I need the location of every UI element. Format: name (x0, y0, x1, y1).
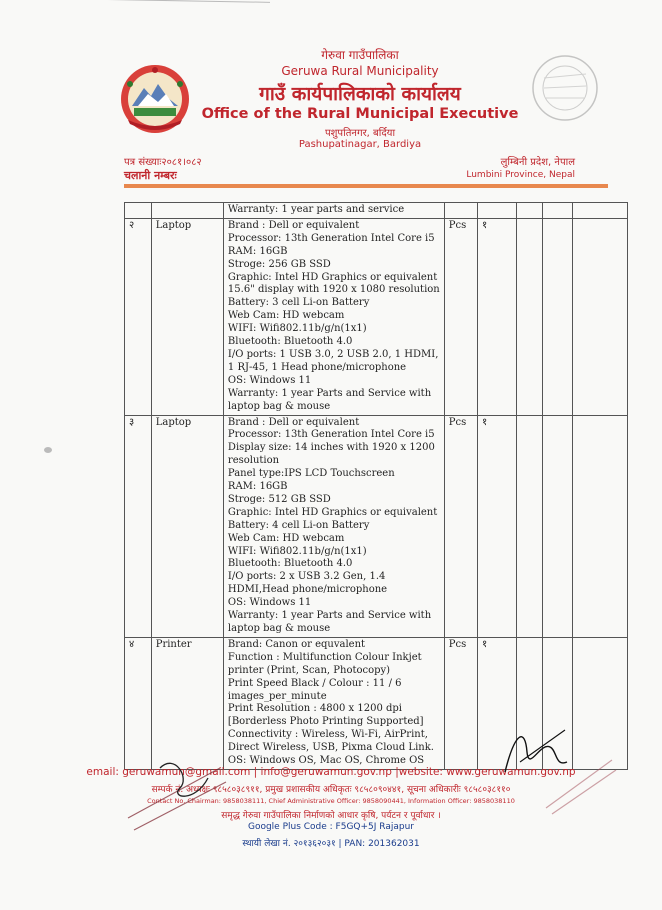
letter-number: पत्र संख्याः२०८१।०८२ (124, 157, 202, 168)
spec-line: Web Cam: HD webcam (227, 310, 345, 322)
contact-numbers-en: Contact No. Chairman: 9858038111, Chief Administrative Officer: 9858090441, Information Officer: 9858038110 (147, 797, 515, 805)
item-name: Laptop (151, 218, 223, 415)
item-spec (223, 637, 444, 769)
spec-line: RAM: 16GB (227, 245, 288, 257)
serial-number: २ (125, 218, 152, 415)
item-quantity: १ (478, 415, 517, 637)
item-name: Laptop (151, 415, 223, 637)
spec-line: Stroge: 256 GB SSD (227, 258, 331, 270)
contact-email-website: email: geruwamun@gmail.com | info@geruwamun.gov.np |website: www.geruwamun.gov.np (86, 766, 576, 778)
spec-line: laptop bag & mouse (227, 623, 331, 634)
office-name-np: गाउँ कार्यपालिकाको कार्यालय (259, 83, 461, 105)
spec-line: Warranty: 1 year Parts and Service with (227, 610, 432, 622)
address-np: पशुपतिनगर, बर्दिया (324, 128, 396, 139)
municipality-name-np: गेरुवा गाउँपालिका (321, 48, 399, 62)
serial-number: ४ (125, 637, 152, 769)
spec-line: RAM: 16GB (227, 481, 288, 493)
plus-code: Google Plus Code : F5GQ+5J Rajapur (247, 822, 415, 832)
spec-line: Brand: Canon or equvalent (227, 638, 366, 650)
spec-line: Print Resolution : 4800 x 1200 dpi (227, 703, 402, 715)
spec-line: Direct Wireless, USB, Pixma Cloud Link. (227, 742, 434, 754)
table-row (125, 203, 628, 219)
spec-line: Battery: 3 cell Li-on Battery (227, 297, 370, 309)
spec-line: HDMI,Head phone/microphone (227, 584, 388, 596)
spec-line: Bluetooth: Bluetooth 4.0 (227, 558, 353, 570)
spec-line: Battery: 4 cell Li-on Battery (227, 519, 370, 531)
nepal-emblem-icon (118, 62, 192, 136)
spec-line: 15.6" display with 1920 x 1080 resolution (227, 284, 440, 296)
spec-line: Brand : Dell or equivalent (227, 416, 360, 428)
item-spec (223, 218, 444, 415)
spec-line: printer (Print, Scan, Photocopy) (227, 664, 391, 676)
spec-line: Graphic: Intel HD Graphics or equivalent (227, 271, 438, 283)
spec-line: Warranty: 1 year Parts and Service with (227, 387, 432, 399)
scan-edge-line (60, 0, 270, 3)
specification-table (124, 202, 628, 770)
item-name: Printer (151, 637, 223, 769)
spec-line: Print Speed Black / Colour : 11 / 6 (227, 677, 402, 689)
spec-line: Stroge: 512 GB SSD (227, 493, 331, 505)
item-unit: Pcs (444, 415, 477, 637)
pan-number: स्थायी लेखा नं. २०१३६२०३१ | PAN: 201362031 (242, 839, 420, 849)
spec-line: I/O ports: 1 USB 3.0, 2 USB 2.0, 1 HDMI, (227, 348, 439, 360)
spec-line: Web Cam: HD webcam (227, 532, 345, 544)
spec-line: Display size: 14 inches with 1920 x 1200 (227, 442, 435, 454)
spec-line: Brand : Dell or equivalent (227, 219, 360, 231)
slogan: समृद्ध गेरुवा गाउँपालिका निर्माणको आधार कृषि, पर्यटन र पूर्वाधार । (221, 811, 441, 821)
chief-stamp-icon (540, 748, 620, 818)
spec-line: laptop bag & mouse (227, 400, 331, 412)
spec-line: Panel type:IPS LCD Touchscreen (227, 468, 395, 480)
province-en: Lumbini Province, Nepal (466, 170, 575, 180)
spec-line: Processor: 13th Generation Intel Core i5 (227, 429, 435, 441)
table-row (125, 415, 628, 637)
spec-line: 1 RJ-45, 1 Head phone/microphone (227, 361, 407, 373)
spec-line: OS: Windows 11 (227, 374, 312, 386)
table-cell-spec: Warranty: 1 year parts and service (223, 203, 444, 219)
scan-speck (44, 447, 52, 453)
spec-line: I/O ports: 2 x USB 3.2 Gen, 1.4 (227, 571, 386, 583)
item-unit: Pcs (444, 637, 477, 769)
spec-line: OS: Windows 11 (227, 597, 312, 609)
item-unit: Pcs (444, 218, 477, 415)
item-quantity: १ (478, 218, 517, 415)
spec-line: OS: Windows OS, Mac OS, Chrome OS (227, 755, 425, 767)
spec-line: Function : Multifunction Colour Inkjet (227, 651, 422, 663)
contact-numbers-np: सम्पर्क नं. अध्यक्षः ९८५८०३८९११, प्रमुख प्रशासकीय अधिकृतः ९८५८०९०४४१, सूचना अधिकारीः ९८५८०३८११० (151, 785, 511, 795)
province-np: लुम्बिनी प्रदेश, नेपाल (500, 157, 575, 168)
spec-line: WIFI: Wifi802.11b/g/n(1x1) (227, 323, 367, 335)
spec-line: resolution (227, 455, 280, 467)
spec-line: images_per_minute (227, 690, 327, 702)
serial-number: ३ (125, 415, 152, 637)
address-en: Pashupatinagar, Bardiya (298, 139, 422, 150)
dispatch-number: चलानी नम्बरः (124, 169, 177, 182)
header-divider (124, 184, 608, 188)
item-quantity: १ (478, 637, 517, 769)
office-stamp-icon (530, 48, 600, 128)
spec-line: Processor: 13th Generation Intel Core i5 (227, 232, 435, 244)
municipality-name-en: Geruwa Rural Municipality (281, 64, 439, 78)
spec-line: [Borderless Photo Printing Supported] (227, 716, 424, 728)
spec-line: Bluetooth: Bluetooth 4.0 (227, 336, 353, 348)
spec-line: Graphic: Intel HD Graphics or equivalent (227, 506, 438, 518)
spec-line: Connectivity : Wireless, Wi-Fi, AirPrint, (227, 729, 428, 741)
table-row (125, 218, 628, 415)
item-spec (223, 415, 444, 637)
office-name-en: Office of the Rural Municipal Executive (201, 106, 519, 122)
spec-line: WIFI: Wifi802.11b/g/n(1x1) (227, 545, 367, 557)
officer-stamp-icon (120, 748, 240, 838)
